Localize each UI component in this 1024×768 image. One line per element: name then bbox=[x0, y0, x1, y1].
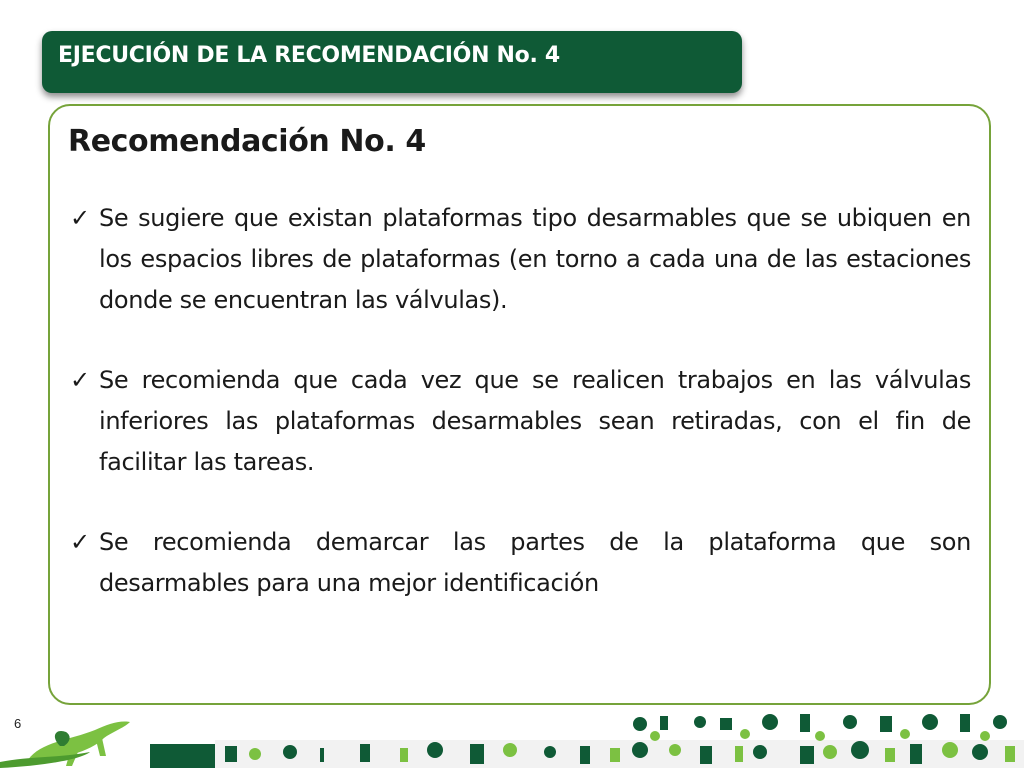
checkmark-icon: ✓ bbox=[70, 528, 90, 556]
footer-decoration bbox=[0, 700, 1024, 768]
list-item-text: Se recomienda demarcar las partes de la plataforma que son desarmables para una mejor identificación bbox=[99, 528, 971, 597]
list-item-text: Se sugiere que existan plataformas tipo desarmables que se ubiquen en los espacios libres de plataformas (en torno a cada una de las estaciones donde se encuentran las válvulas). bbox=[99, 204, 971, 314]
list-item bbox=[70, 522, 971, 604]
recommendation-heading: Recomendación No. 4 bbox=[68, 124, 426, 159]
list-item bbox=[70, 198, 971, 321]
page-number: 6 bbox=[14, 716, 22, 731]
recommendation-list bbox=[70, 198, 971, 643]
list-item-text: Se recomienda que cada vez que se realicen trabajos en las válvulas inferiores las plataformas desarmables sean retiradas, con el fin de facilitar las tareas. bbox=[99, 366, 971, 476]
slide-title-bar bbox=[42, 31, 742, 93]
list-item bbox=[70, 360, 971, 483]
checkmark-icon: ✓ bbox=[70, 204, 90, 232]
checkmark-icon: ✓ bbox=[70, 366, 90, 394]
slide-title: EJECUCIÓN DE LA RECOMENDACIÓN No. 4 bbox=[58, 43, 560, 68]
